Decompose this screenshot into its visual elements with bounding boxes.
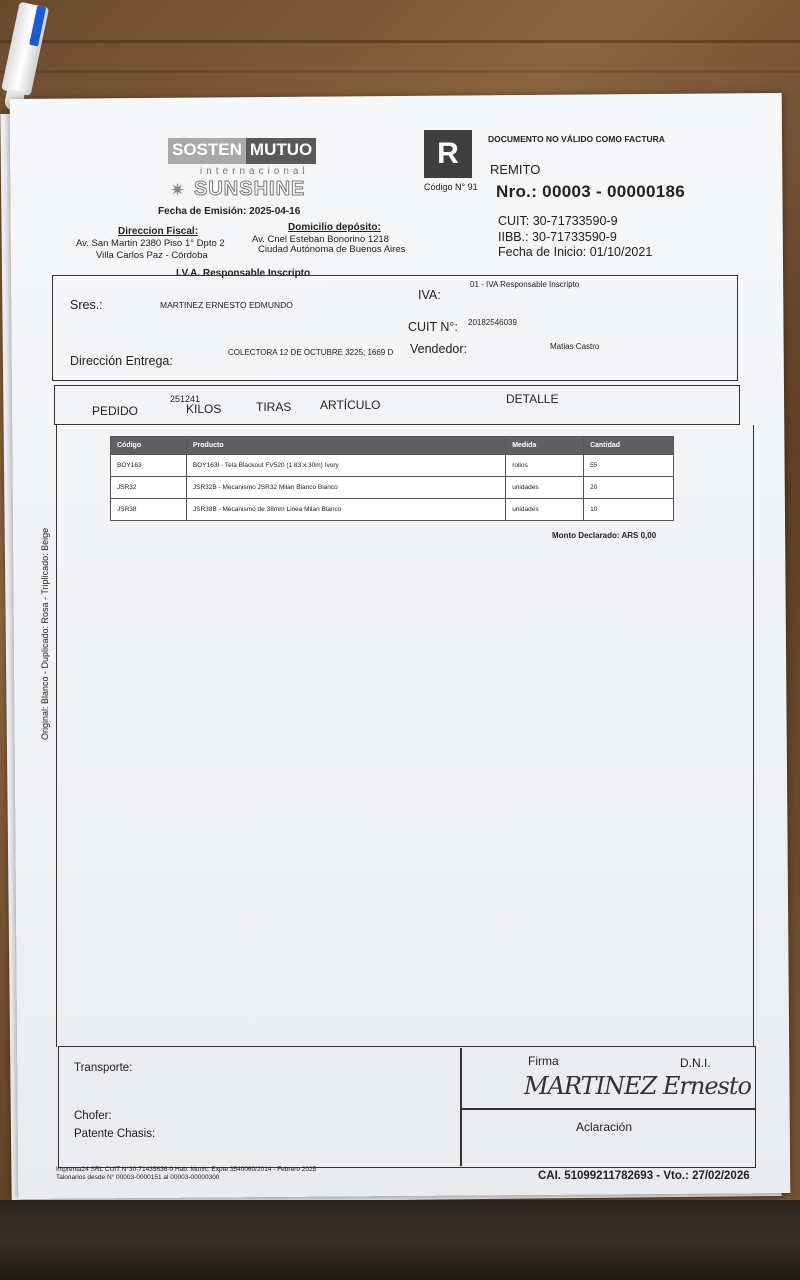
sun-icon: ✷ xyxy=(170,180,186,200)
fecha-inicio: Fecha de Inicio: 01/10/2021 xyxy=(498,245,653,259)
copy-colors-note: Original: Blanco - Duplicado: Rosa - Triplicado: Beige xyxy=(40,527,50,740)
imprenta-line2: Talonarios desde N° 00003-0000151 al 00003-00000300 xyxy=(56,1174,220,1181)
cell-producto: JSR32B - Mecanismo JSR32 Milan Blanco Blanco xyxy=(186,477,505,499)
table-row xyxy=(111,455,674,477)
document-number: Nro.: 00003 - 00000186 xyxy=(496,182,686,201)
logo-part1: SOSTEN xyxy=(168,138,246,164)
logo-international: internacional xyxy=(200,166,309,177)
handwritten-signature: MARTINEZ Ernesto xyxy=(524,1072,751,1100)
sres-label: Sres.: xyxy=(70,298,103,312)
items-header-row xyxy=(111,437,674,455)
header-detalle: DETALLE xyxy=(506,392,559,406)
col-producto: Producto xyxy=(186,437,505,455)
cell-codigo: BOY163 xyxy=(111,455,187,477)
domicilio-deposito-line2: Ciudad Autónoma de Buenos Aires xyxy=(258,244,406,255)
chofer-label: Chofer: xyxy=(74,1110,112,1122)
iva-label: IVA: xyxy=(418,288,441,302)
cai-number: CAI. 51099211782693 - Vto.: 27/02/2026 xyxy=(538,1170,750,1182)
cell-producto: BOY163I - Tela Blackout FV520 (1.83 x 30m) Ivory xyxy=(186,455,505,477)
direccion-fiscal-line2: Villa Carlos Paz - Córdoba xyxy=(96,250,208,261)
client-cuit-label: CUIT N°: xyxy=(408,320,458,334)
logo-brand: SUNSHINE xyxy=(194,178,306,200)
cell-medida: rollos xyxy=(506,455,584,477)
header-tiras: TIRAS xyxy=(256,400,292,414)
company-logo xyxy=(168,138,316,164)
direccion-entrega-label: Dirección Entrega: xyxy=(70,354,173,368)
document-letter: R xyxy=(424,130,472,178)
cell-cantidad: 55 xyxy=(584,455,674,477)
vendedor-value: Matias Castro xyxy=(550,342,600,351)
company-cuit: CUIT: 30-71733590-9 xyxy=(498,214,618,228)
header-pedido: PEDIDO xyxy=(92,404,139,418)
dark-floor xyxy=(0,1200,800,1280)
wood-grain xyxy=(0,70,800,73)
direccion-entrega-value: COLECTORA 12 DE OCTUBRE 3225; 1669 D xyxy=(228,348,394,357)
col-medida: Medida xyxy=(506,437,584,455)
direccion-fiscal-title: Direccion Fiscal: xyxy=(118,226,199,237)
firma-label: Firma xyxy=(528,1054,559,1068)
col-codigo: Código xyxy=(111,437,187,455)
cell-codigo: JSR32 xyxy=(111,477,187,499)
patente-label: Patente Chasis: xyxy=(74,1128,156,1140)
cell-codigo: JSR38 xyxy=(111,499,187,521)
company-iibb: IIBB.: 30-71733590-9 xyxy=(498,230,617,244)
vendedor-label: Vendedor: xyxy=(410,342,467,356)
iva-value: 01 - IVA Responsable Inscripto xyxy=(470,280,580,289)
domicilio-deposito-line1: Av. Cnel Esteban Bonorino 1218 xyxy=(252,234,389,245)
footer-divider xyxy=(460,1048,462,1166)
iva-condicion: I.V.A. Responsable Inscripto xyxy=(176,268,311,279)
header-kilos: KILOS xyxy=(186,402,222,416)
no-valido-notice: DOCUMENTO NO VÁLIDO COMO FACTURA xyxy=(488,134,665,144)
sres-value: MARTINEZ ERNESTO EDMUNDO xyxy=(160,300,293,310)
footer-box xyxy=(58,1046,756,1168)
table-row xyxy=(111,499,674,521)
items-table xyxy=(110,436,674,521)
cell-medida: unidades xyxy=(506,499,584,521)
fecha-emision: Fecha de Emisión: 2025-04-16 xyxy=(158,206,301,217)
logo-part2: MUTUO xyxy=(246,138,316,164)
cell-cantidad: 20 xyxy=(584,477,674,499)
transporte-label: Transporte: xyxy=(74,1062,133,1074)
aclaracion-label: Aclaración xyxy=(576,1120,633,1134)
imprenta-line1: Imprenta24 SRL CUIT N°30-71435636-0 Hab. Munic. Expte 3540060/2014 - Febrero 2025 xyxy=(56,1166,317,1173)
cell-medida: unidades xyxy=(506,477,584,499)
monto-declarado: Monto Declarado: ARS 0,00 xyxy=(552,531,657,540)
document-codigo: Código N° 91 xyxy=(424,182,478,192)
footer-signature-line xyxy=(462,1108,756,1110)
client-cuit-value: 20182546039 xyxy=(468,318,517,327)
cell-producto: JSR38B - Mecanismo de 38mm Linea Milan Blanco xyxy=(186,499,505,521)
dni-label: D.N.I. xyxy=(680,1056,711,1070)
header-articulo: ARTÍCULO xyxy=(320,398,381,412)
document-type: REMITO xyxy=(490,162,541,177)
wood-grain xyxy=(0,40,800,43)
table-row xyxy=(111,477,674,499)
col-cantidad: Cantidad xyxy=(584,437,674,455)
direccion-fiscal-line1: Av. San Martin 2380 Piso 1° Dpto 2 xyxy=(76,238,225,249)
cell-cantidad: 10 xyxy=(584,499,674,521)
header-row xyxy=(54,385,740,425)
domicilio-deposito-title: Domicilio depósito: xyxy=(288,222,381,233)
pedido-number: 251241 xyxy=(170,394,201,404)
